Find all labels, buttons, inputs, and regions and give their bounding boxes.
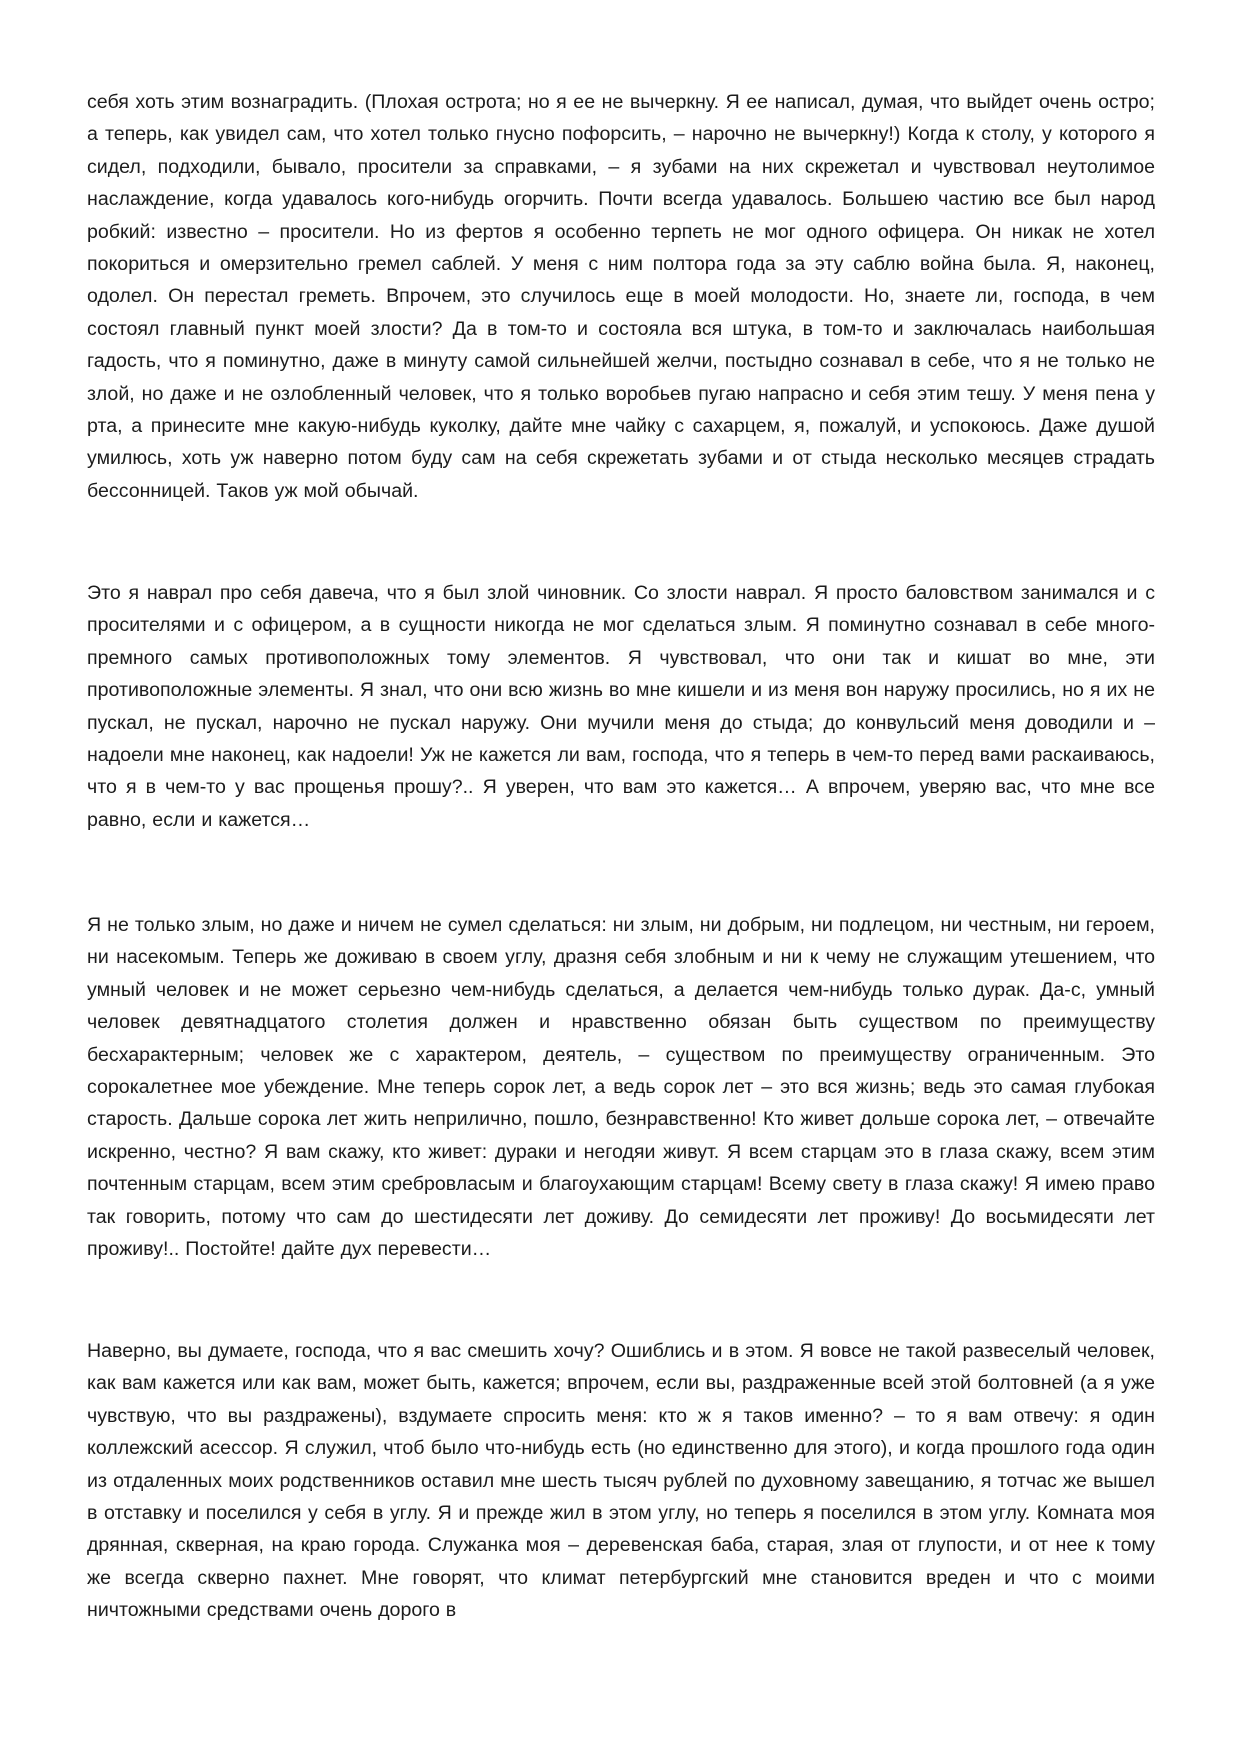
paragraph-4: Наверно, вы думаете, господа, что я вас смешить хочу? Ошиблись и в этом. Я вовсе не такой развеселый человек, как вам кажется или как вам, может быть, кажется; впрочем, если вы, раздраженные всей этой болтовней (а я уже чувствую, что вы раздражены), вздумаете спросить меня: кто ж я таков именно? – то я вам отвечу: я один коллежский асессор. Я служил, чтоб было что-нибудь есть (но единственно для этого), и когда прошлого года один из отдаленных моих родственников оставил мне шесть тысяч рублей по духовному завещанию, я тотчас же вышел в отставку и поселился у себя в углу. Я и прежде жил в этом углу, но теперь я поселился в этом углу. Комната моя дрянная, скверная, на краю города. Служанка моя – деревенская баба, старая, злая от глупости, и от нее к тому же всегда скверно пахнет. Мне говорят, что климат петербургский мне становится вреден и что с моими ничтожными средствами очень дорого в	[87, 1340, 1155, 1622]
paragraph-1: себя хоть этим вознаградить. (Плохая острота; но я ее не вычеркну. Я ее написал, думая, что выйдет очень остро; а теперь, как увидел сам, что хотел только гнусно пофорсить, – нарочно не вычеркну!) Когда к столу, у которого я сидел, подходили, бывало, просители за справками, – я зубами на них скрежетал и чувствовал неутолимое наслаждение, когда удавалось кого-нибудь огорчить. Почти всегда удавалось. Большею частию все был народ робкий: известно – просители. Но из фертов я особенно терпеть не мог одного офицера. Он никак не хотел покориться и омерзительно гремел саблей. У меня с ним полтора года за эту саблю война была. Я, наконец, одолел. Он перестал греметь. Впрочем, это случилось еще в моей молодости. Но, знаете ли, господа, в чем состоял главный пункт моей злости? Да в том-то и состояла вся штука, в том-то и заключалась наибольшая гадость, что я поминутно, даже в минуту самой сильнейшей желчи, постыдно сознавал в себе, что я не только не злой, но даже и не озлобленный человек, что я только воробьев пугаю напрасно и себя этим тешу. У меня пена у рта, а принесите мне какую-нибудь куколку, дайте мне чайку с сахарцем, я, пожалуй, и успокоюсь. Даже душой умилюсь, хоть уж наверно потом буду сам на себя скрежетать зубами и от стыда несколько месяцев страдать бессонницей. Таков уж мой обычай.	[87, 91, 1155, 502]
paragraph-3: Я не только злым, но даже и ничем не сумел сделаться: ни злым, ни добрым, ни подлецом, ни честным, ни героем, ни насекомым. Теперь же доживаю в своем углу, дразня себя злобным и ни к чему не служащим утешением, что умный человек и не может серьезно чем-нибудь сделаться, а делается чем-нибудь только дурак. Да-с, умный человек девятнадцатого столетия должен и нравственно обязан быть существом по преимуществу бесхарактерным; человек же с характером, деятель, – существом по преимуществу ограниченным. Это сорокалетнее мое убеждение. Мне теперь сорок лет, а ведь сорок лет – это вся жизнь; ведь это самая глубокая старость. Дальше сорока лет жить неприлично, пошло, безнравственно! Кто живет дольше сорока лет, – отвечайте искренно, честно? Я вам скажу, кто живет: дураки и негодяи живут. Я всем старцам это в глаза скажу, всем этим почтенным старцам, всем этим сребровласым и благоухающим старцам! Всему свету в глаза скажу! Я имею право так говорить, потому что сам до шестидесяти лет доживу. До семидесяти лет проживу! До восьмидесяти лет проживу!.. Постойте! дайте дух перевести…	[87, 914, 1155, 1261]
paragraph-2: Это я наврал про себя давеча, что я был злой чиновник. Со злости наврал. Я просто баловством занимался и с просителями и с офицером, а в сущности никогда не мог сделаться злым. Я поминутно сознавал в себе много-премного самых противоположных тому элементов. Я чувствовал, что они так и кишат во мне, эти противоположные элементы. Я знал, что они всю жизнь во мне кишели и из меня вон наружу просились, но я их не пускал, не пускал, нарочно не пускал наружу. Они мучили меня до стыда; до конвульсий меня доводили и – надоели мне наконец, как надоели! Уж не кажется ли вам, господа, что я теперь в чем-то перед вами раскаиваюсь, что я в чем-то у вас прощенья прошу?.. Я уверен, что вам это кажется… А впрочем, уверяю вас, что мне все равно, если и кажется…	[87, 582, 1155, 831]
